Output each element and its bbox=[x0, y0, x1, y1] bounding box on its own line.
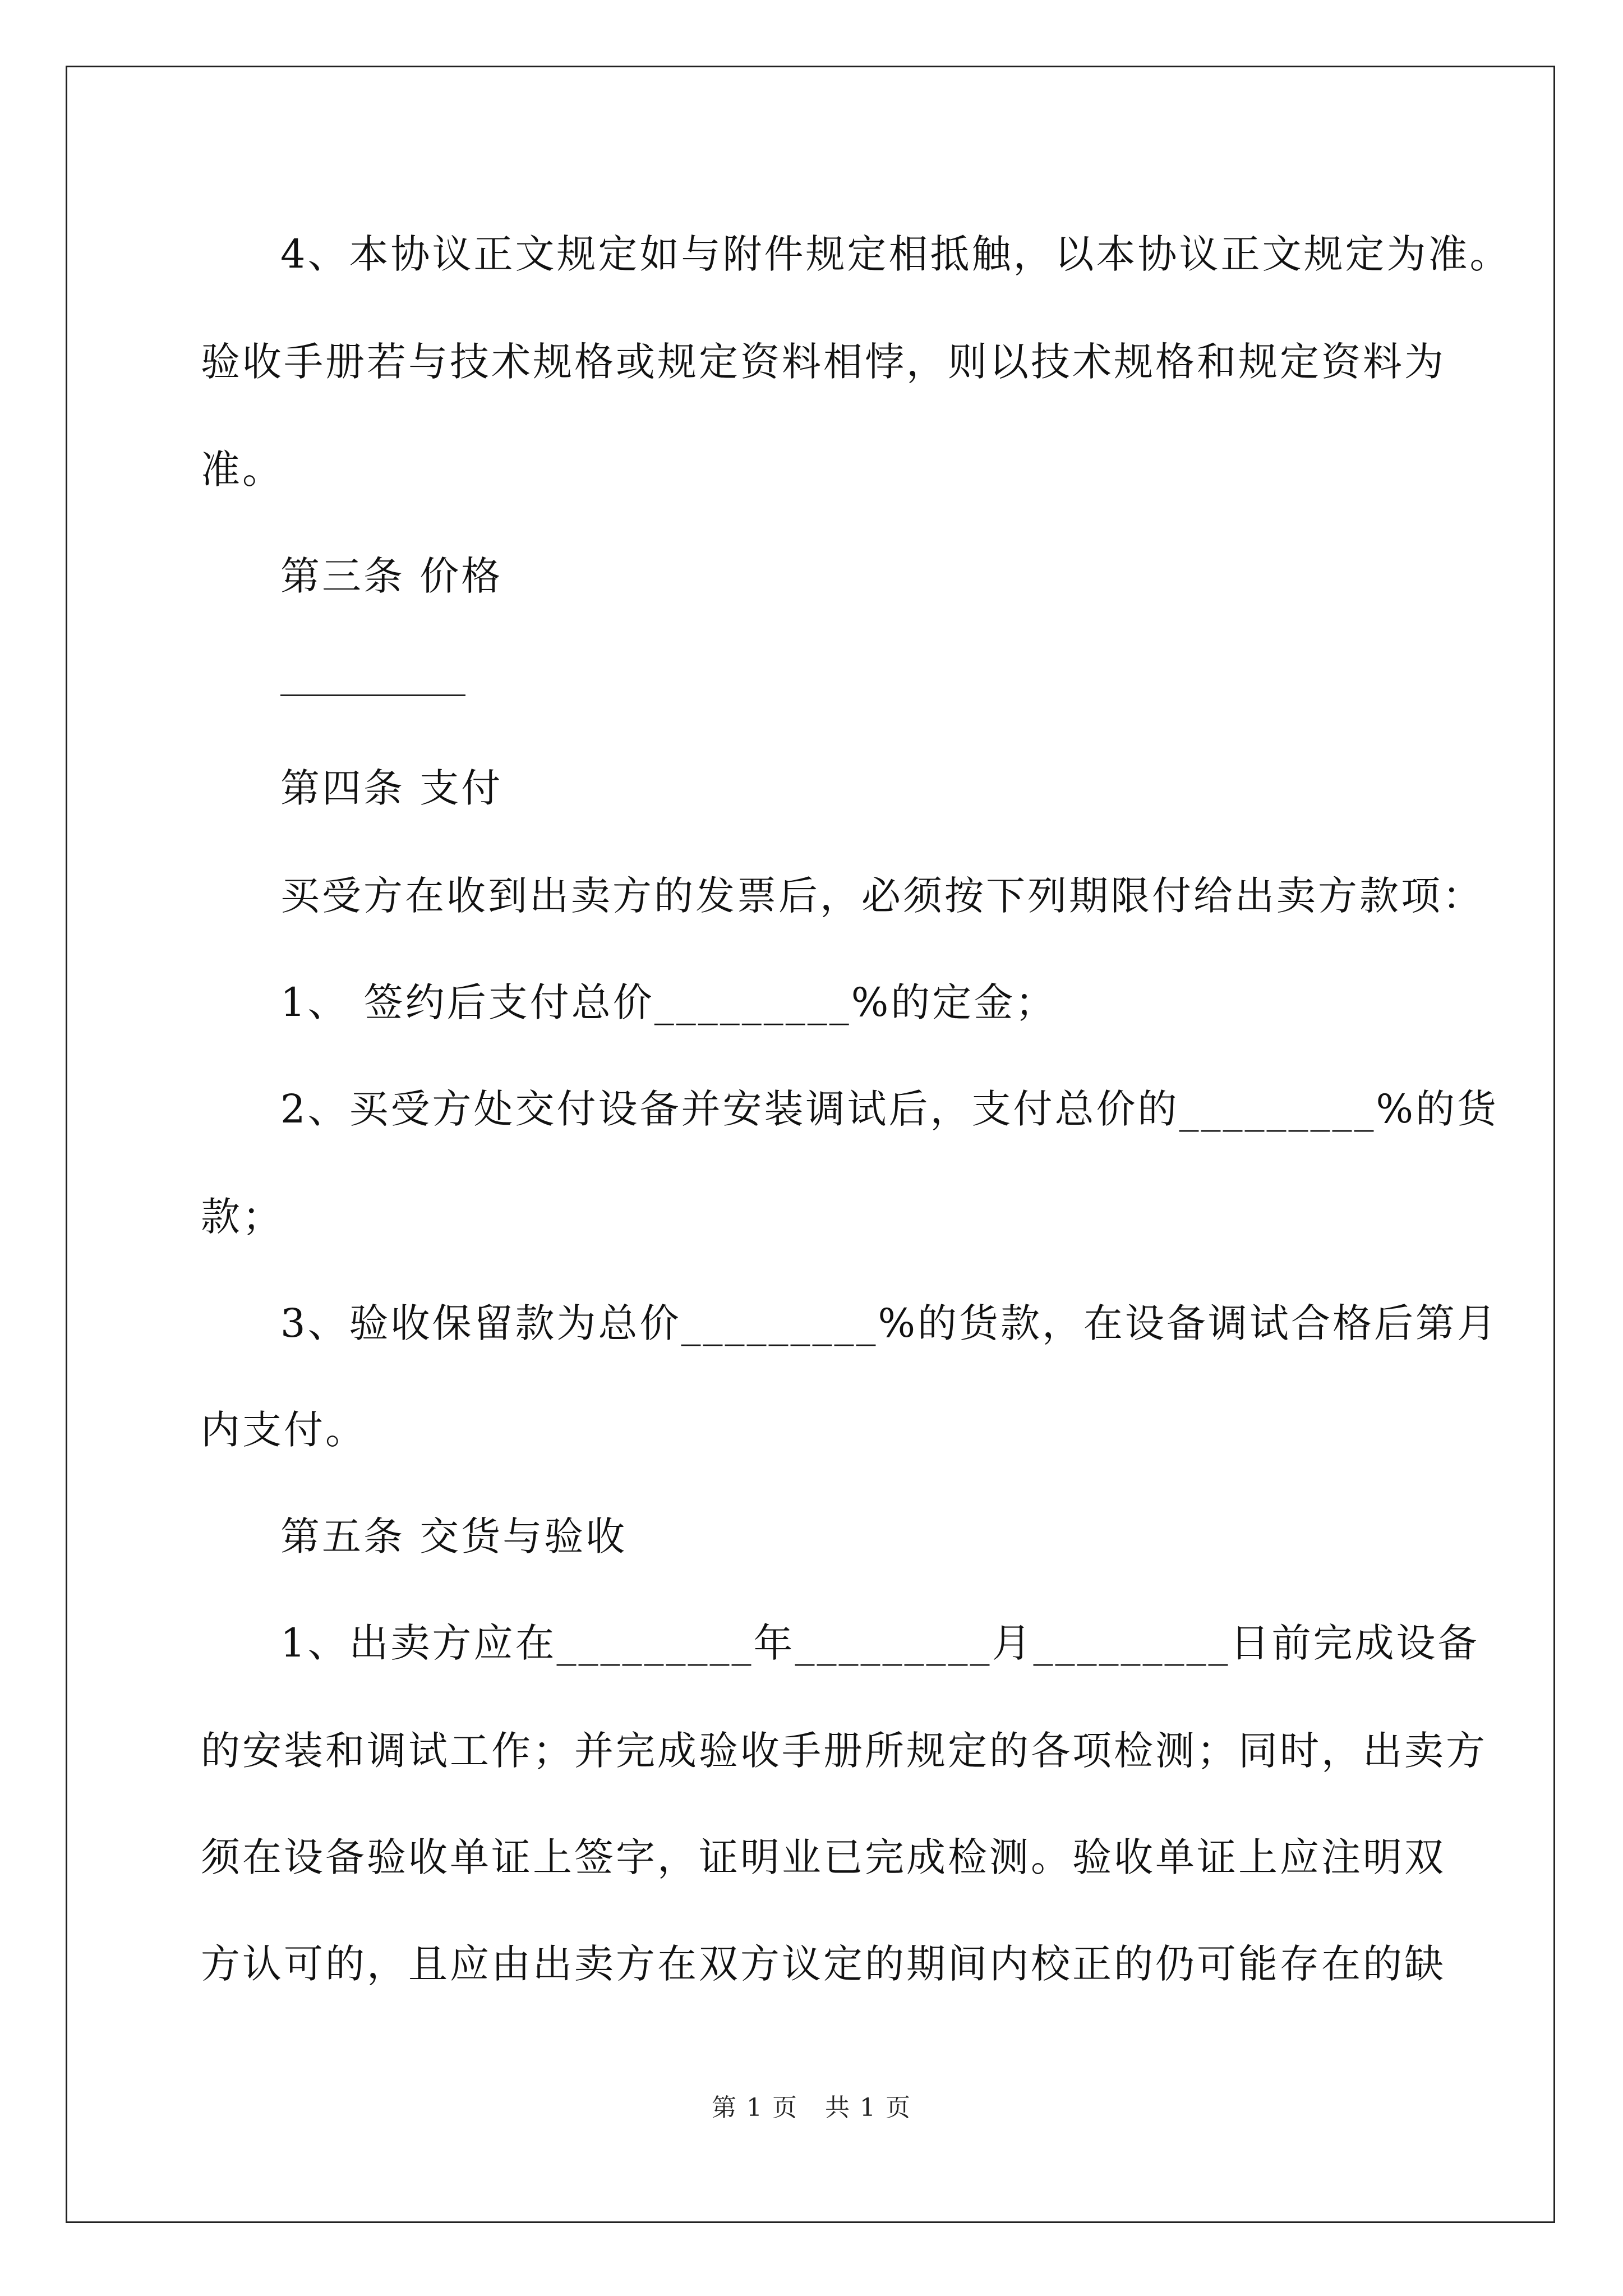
page-number: 第 1 页 bbox=[712, 2093, 798, 2122]
paragraph-line: 方认可的，且应由出卖方在双方议定的期间内校正的仍可能存在的缺 bbox=[201, 1941, 1446, 1987]
section-heading: 第五条 交货与验收 bbox=[280, 1513, 628, 1559]
paragraph-line: 1、 签约后支付总价_________%的定金； bbox=[280, 979, 1057, 1025]
paragraph-line: 内支付。 bbox=[201, 1407, 367, 1453]
section-heading: 第四条 支付 bbox=[280, 765, 503, 811]
paragraph-line: 款； bbox=[201, 1194, 284, 1240]
paragraph-line: 3、验收保留款为总价_________%的货款，在设备调试合格后第月 bbox=[280, 1300, 1499, 1346]
page-footer bbox=[0, 2091, 1623, 2125]
paragraph-line: 4、本协议正文规定如与附件规定相抵触，以本协议正文规定为准。 bbox=[280, 231, 1511, 277]
paragraph-line: 须在设备验收单证上签字，证明业已完成检测。验收单证上应注明双 bbox=[201, 1834, 1446, 1880]
paragraph-line: 1、出卖方应在_________年_________月_________日前完成设备 bbox=[280, 1620, 1479, 1666]
section-heading: 第三条 价格 bbox=[280, 553, 503, 599]
paragraph-line: 的安装和调试工作；并完成验收手册所规定的各项检测；同时，出卖方 bbox=[201, 1728, 1487, 1774]
price-blank-line bbox=[280, 694, 465, 696]
paragraph-line: 准。 bbox=[201, 447, 284, 493]
page-total: 共 1 页 bbox=[825, 2093, 911, 2122]
paragraph-line: 2、买受方处交付设备并安装调试后，支付总价的_________%的货 bbox=[280, 1086, 1499, 1132]
paragraph-line: 验收手册若与技术规格或规定资料相悖，则以技术规格和规定资料为 bbox=[201, 339, 1446, 385]
page-frame bbox=[66, 66, 1555, 2223]
paragraph-line: 买受方在收到出卖方的发票后，必须按下列期限付给出卖方款项： bbox=[280, 873, 1484, 919]
